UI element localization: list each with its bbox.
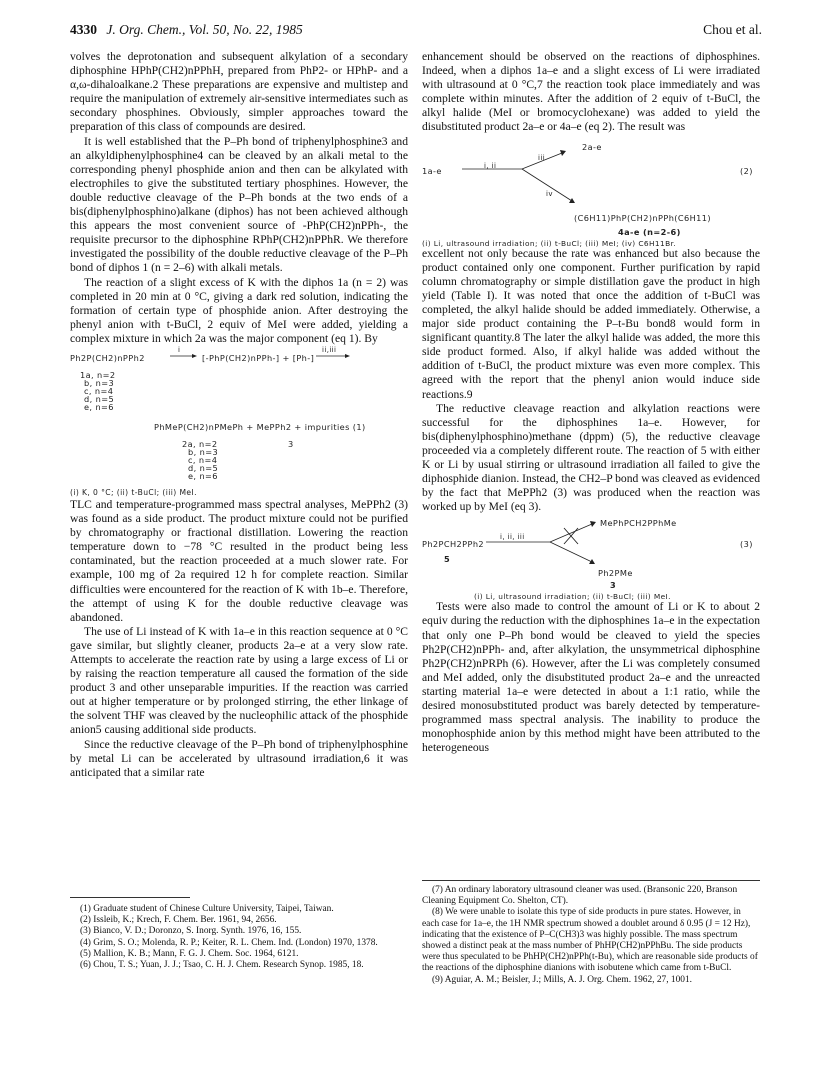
eq2-step1: i, ii <box>484 161 497 170</box>
eq1-label-2b: b, n=3 <box>188 446 219 457</box>
equation-1 <box>70 346 408 498</box>
eq3-reactant-label: 5 <box>444 554 451 565</box>
paragraph: The use of Li instead of K with 1a–e in this reaction sequence at 0 °C gave similar, but slightly cleaner, products 2a–e at a very slow rate. Attempts to accelerate the reaction rate by using a large excess of Li or by raising the reaction temperature all caused the formation of the side product 3 and other unseparable impurities. If the reaction was carried out at higher temperature or by prolonged stirring, the ether linkage of the solvent THF was cleaved by the nucleophilic attack of the phosphide anion5 causing additional side products. <box>70 624 408 737</box>
eq1-step2: ii,iii <box>322 345 337 354</box>
eq2-number: (2) <box>740 165 753 176</box>
footnote-rule <box>70 897 190 898</box>
footnote: (6) Chou, T. S.; Yuan, J. J.; Tsao, C. H. J. Chem. Research Synop. 1985, 18. <box>80 960 364 971</box>
footnotes-left <box>70 904 408 971</box>
eq2-top-product: 2a-e <box>582 141 602 152</box>
equation-3 <box>422 514 760 600</box>
eq1-label-2e: e, n=6 <box>188 470 218 481</box>
eq2-bottom-product: (C6H11)PhP(CH2)nPPh(C6H11) <box>574 212 711 223</box>
paragraph: excellent not only because the rate was enhanced but also because the product contained only one component. Further purification by rapid column chromatography or simple distillation gave the product in high yield (Table I). It was noted that once the addition of t-BuCl was completed, the alkyl halide should be added immediately. Otherwise, a major side product containing the P–t-Bu bond8 would form in significant quantity.8 The later the alkyl halide was added, the more this side product formed. Also, if alkyl halide was added without the addition of t-BuCl, the product mixture was even more complex. This agreed with the report that the phenyl anion would induce side reactions.9 <box>422 246 760 401</box>
eq3-steps: i, ii, iii <box>500 533 525 542</box>
eq1-intermediate: [-PhP(CH2)nPPh-] + [Ph-] <box>202 352 315 363</box>
footnotes-right <box>422 880 760 986</box>
eq1-product: PhMeP(CH2)nPMePh + MePPh2 + impurities (1) <box>154 421 366 432</box>
eq1-reactant: Ph2P(CH2)nPPh2 <box>70 352 145 363</box>
eq3-product-label: 3 <box>610 580 617 591</box>
paragraph: Since the reductive cleavage of the P–Ph bond of triphenylphosphine by metal Li can be accelerated by ultrasound irradiation,6 it was anticipated that a similar rate <box>70 737 408 779</box>
footnote: (4) Grim, S. O.; Molenda, R. P.; Keiter, R. L. Chem. Ind. (London) 1970, 1378. <box>80 937 378 948</box>
eq3-crossed-product: MePhPCH2PPhMe <box>600 518 677 529</box>
running-authors: Chou et al. <box>703 22 762 37</box>
eq1-label-1d: d, n=5 <box>84 393 115 404</box>
running-head <box>70 22 303 38</box>
eq2-start: 1a-e <box>422 165 442 176</box>
page-header <box>70 22 762 42</box>
left-column <box>70 50 408 780</box>
paragraph: TLC and temperature-programmed mass spectral analyses, MePPh2 (3) was found as a side product. The product mixture could not be purified by chromatography or fractional distillation. Lowering the reaction temperature down to −78 °C resulted in the product being less contaminated, but the reaction proceeded at a much slower rate. For example, 100 mg of 2a required 12 h for complete reaction. Similar difficulties were encountered for the reaction of K with 1b–e. Therefore, the attempt of using K for the double reductive cleavage was abandoned. <box>70 497 408 624</box>
paragraph: The reductive cleavage reaction and alkylation reactions were successful for the diphosphines 1a–e. However, for bis(diphenylphosphino)methane (dppm) (5), the reductive cleavage proceeded via a completely different route. The reaction of 5 with either K or Li by usual stirring or ultrasound irradiation all failed to give the diphosphide dianion. Instead, the CH2–P bond was cleaved as evidenced by the fact that MePPh2 (3) was produced when the reaction was worked up by MeI (eq 3). <box>422 401 760 514</box>
eq1-label-2a: 2a, n=2 <box>182 438 218 449</box>
eq1-caption: (i) K, 0 °C; (ii) t-BuCl; (iii) MeI. <box>70 487 197 497</box>
eq1-step1: i <box>178 345 181 354</box>
eq3-caption: (i) Li, ultrasound irradiation; (ii) t-BuCl; (iii) MeI. <box>474 592 671 602</box>
eq2-step-iv: iv <box>546 189 553 198</box>
journal-citation: J. Org. Chem., Vol. 50, No. 22, 1985 <box>106 22 303 37</box>
footnote: (3) Bianco, V. D.; Doronzo, S. Inorg. Synth. 1976, 16, 155. <box>80 926 302 937</box>
paragraph: Tests were also made to control the amount of Li or K to about 2 equiv during the reduction with the diphosphines 1a–e in the expectation that only one P–Ph bond would be cleaved to yield the species Ph2P(CH2)nPPh- and, after alkylation, the unsymmetrical diphosphine Ph2P(CH2)nPRPh (6). However, after the Li was completely consumed and MeI added, only the disubstituted product 2a–e and the unreacted starting material 1a–e were detected in about a 1:1 ratio, while the desired monosubstituted product was barely detected by temperature-programmed mass spectral analysis. The inability to produce the monophosphide anion by this method might have been attributed to the heterogeneous <box>422 600 760 755</box>
footnote: (7) An ordinary laboratory ultrasound cleaner was used. (Bransonic 220, Branson Cleaning Equipment Co. Shelton, CT). <box>422 885 738 907</box>
eq2-bottom-label: 4a-e (n=2-6) <box>618 226 681 237</box>
paragraph: volves the deprotonation and subsequent alkylation of a secondary diphosphine HPhP(CH2)nPPhH, prepared from PhP2- or HPhP- and a α,ω-dihaloalkane.2 These preparations are expensive and multistep and require the manipulation of extremely air-sensitive intermediates such as secondary phosphines. Obviously, simpler approaches toward the preparation of this class of compounds are desired. <box>70 50 408 134</box>
eq1-label-1e: e, n=6 <box>84 401 114 412</box>
paragraph: The reaction of a slight excess of K with the diphos 1a (n = 2) was completed in 20 min at 0 °C, giving a dark red solution, indicating the formation of certain type of phosphide anion. After destroying the phenyl anion with t-BuCl, 2 equiv of MeI were added, yielding a complex mixture in which 2a was the major component (eq 1). By <box>70 275 408 345</box>
eq1-label-2c: c, n=4 <box>188 454 218 465</box>
eq1-label-3: 3 <box>288 438 294 449</box>
footnote: (2) Issleib, K.; Krech, F. Chem. Ber. 1961, 94, 2656. <box>80 915 277 926</box>
footnote: (8) We were unable to isolate this type of side products in pure states. However, in each case for 1a–e, the 1H NMR spectrum showed a doublet around δ 0.95 (J = 12 Hz), indicating that the existence of P–C(CH3)3 was highly possible. The mass spectrum showed a distinct peak at the mass number of PhHP(CH2)nPPhBu. The side products were thus speculated to be PhHP(CH2)nPPh(t-Bu), which are reasonable side products of the reactions of the diphosphine dianions with isobutene which came from t-BuCl. <box>422 907 758 974</box>
footnote: (5) Mallion, K. B.; Mann, F. G. J. Chem. Soc. 1964, 6121. <box>80 948 299 959</box>
footnote: (1) Graduate student of Chinese Culture University, Taipei, Taiwan. <box>80 904 334 914</box>
eq3-reactant: Ph2PCH2PPh2 <box>422 539 485 550</box>
eq3-number: (3) <box>740 539 753 550</box>
eq2-caption: (i) Li, ultrasound irradiation; (ii) t-BuCl; (iii) MeI; (iv) C6H11Br. <box>422 238 677 248</box>
eq1-label-1c: c, n=4 <box>84 385 114 396</box>
eq3-product: Ph2PMe <box>598 568 633 579</box>
page-number: 4330 <box>70 22 97 37</box>
eq1-label-1a: 1a, n=2 <box>80 369 116 380</box>
footnote: (9) Aguiar, A. M.; Beisler, J.; Mills, A. J. Org. Chem. 1962, 27, 1001. <box>432 974 693 985</box>
eq2-step-iii: iii <box>538 153 546 162</box>
eq1-label-2d: d, n=5 <box>188 462 219 473</box>
paragraph: It is well established that the P–Ph bond of triphenylphosphine3 and an alkyldiphenylphosphine4 can be cleaved by an alkali metal to the corresponding phenyl phosphide anion and then can be alkylated with electrophiles to give the substituted tertiary phosphines. However, the double reductive cleavage of the P–Ph bonds at the two ends of a bis(diphenylphosphino)alkane (diphos) has not been achieved although this appears the most convenient source of -PhP(CH2)nPPh-, the requisite precursor to the diphosphine RPhP(CH2)nPPhR. We therefore investigated the possibility of the double reductive cleavage of the P–Ph bond of diphos 1 (n = 2–6) with alkali metals. <box>70 134 408 275</box>
paragraph: enhancement should be observed on the reactions of diphosphines. Indeed, when a diphos 1a–e and a slight excess of Li were irradiated with ultrasound at 0 °C,7 the reaction took place immediately and was complete within minutes. After the addition of 2 equiv of t-BuCl, the alkyl halide (MeI or bromocyclohexane) was added to yield the disubstituted product 2a–e or 4a–e (eq 2). The result was <box>422 50 760 134</box>
eq1-label-1b: b, n=3 <box>84 377 115 388</box>
right-column <box>422 50 760 755</box>
equation-3-arrows <box>422 514 760 600</box>
equation-2 <box>422 135 760 247</box>
